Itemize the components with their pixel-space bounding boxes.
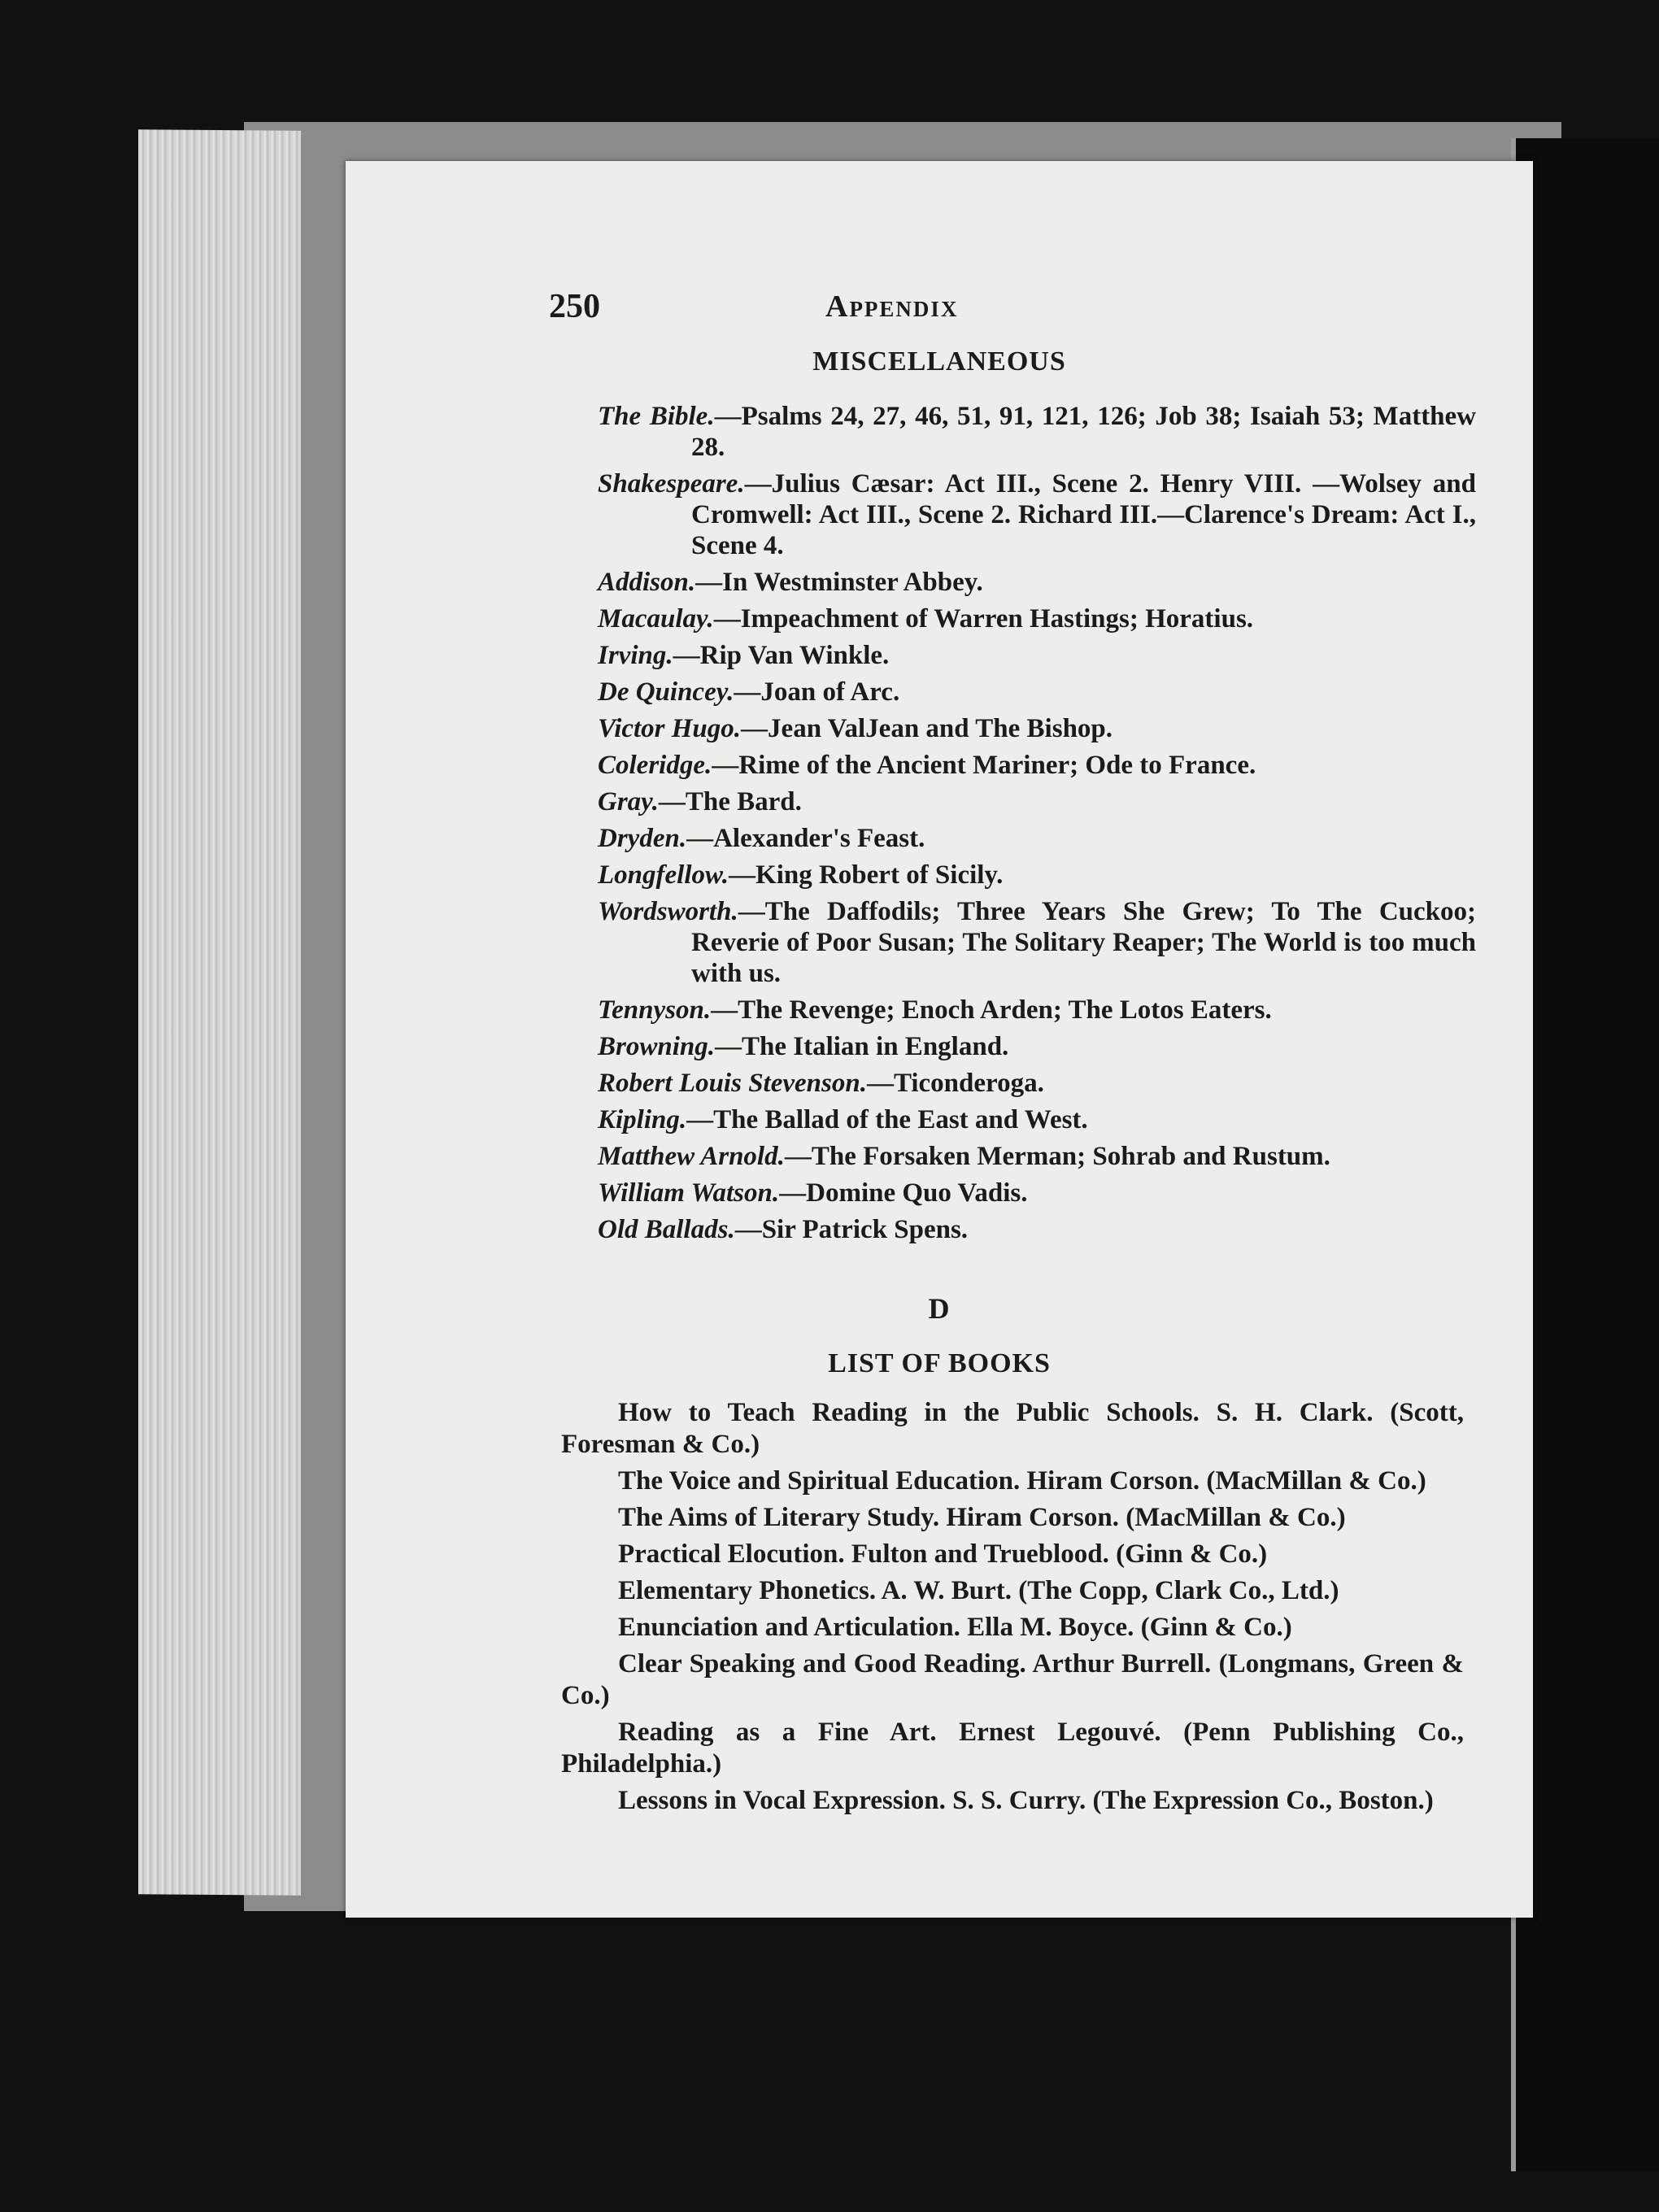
entry-text: —Jean ValJean and The Bishop. bbox=[741, 714, 1113, 743]
entry-text: —The Revenge; Enoch Arden; The Lotos Eaters. bbox=[711, 995, 1272, 1025]
entry-author: Tennyson. bbox=[598, 995, 712, 1025]
entry-text: —The Bard. bbox=[658, 787, 802, 816]
entry-author: Coleridge. bbox=[598, 751, 712, 780]
list-item bbox=[598, 640, 1476, 671]
entry-author: Gray. bbox=[598, 787, 659, 816]
list-item bbox=[598, 860, 1476, 890]
entry-text: —In Westminster Abbey. bbox=[695, 568, 983, 597]
entry-author: Robert Louis Stevenson. bbox=[598, 1069, 867, 1098]
running-head: Appendix bbox=[825, 290, 959, 324]
miscellaneous-list bbox=[598, 401, 1476, 1251]
entry-author: Matthew Arnold. bbox=[598, 1142, 785, 1171]
list-item: Elementary Phonetics. A. W. Burt. (The Copp, Clark Co., Ltd.) bbox=[618, 1576, 1339, 1605]
entry-author: De Quincey. bbox=[598, 677, 734, 707]
entry-author: Wordsworth. bbox=[598, 897, 738, 926]
entry-text: —The Forsaken Merman; Sohrab and Rustum. bbox=[784, 1142, 1330, 1171]
entry-author: Dryden. bbox=[598, 824, 687, 853]
entry-author: Kipling. bbox=[598, 1105, 687, 1134]
entry-text: —Julius Cæsar: Act III., Scene 2. Henry VIII. —Wolsey and Cromwell: Act III., Scene 2. Richard III.—Clarence's Dream: Act I., Scene 4. bbox=[691, 469, 1476, 560]
list-item bbox=[598, 995, 1476, 1025]
book-page bbox=[346, 161, 1533, 1918]
list-item bbox=[598, 1068, 1476, 1099]
entry-author: Browning. bbox=[598, 1032, 715, 1061]
books-list bbox=[561, 1397, 1464, 1822]
list-item bbox=[598, 823, 1476, 854]
list-item bbox=[598, 713, 1476, 744]
entry-text: —Ticonderoga. bbox=[866, 1069, 1044, 1098]
entry-author: Longfellow. bbox=[598, 860, 729, 890]
list-item bbox=[598, 1214, 1476, 1245]
list-item bbox=[598, 786, 1476, 817]
entry-text: —Psalms 24, 27, 46, 51, 91, 121, 126; Job 38; Isaiah 53; Matthew 28. bbox=[691, 402, 1477, 462]
list-item bbox=[598, 468, 1476, 561]
list-item bbox=[598, 1031, 1476, 1062]
entry-author: Shakespeare. bbox=[598, 469, 745, 499]
entry-author: Old Ballads. bbox=[598, 1215, 735, 1244]
list-item bbox=[598, 1178, 1476, 1208]
list-item: Lessons in Vocal Expression. S. S. Curry. (The Expression Co., Boston.) bbox=[618, 1786, 1434, 1815]
list-item: Enunciation and Articulation. Ella M. Boyce. (Ginn & Co.) bbox=[618, 1613, 1292, 1642]
entry-text: —Rip Van Winkle. bbox=[673, 641, 890, 670]
list-item bbox=[598, 603, 1476, 634]
list-item bbox=[598, 750, 1476, 781]
entry-author: William Watson. bbox=[598, 1178, 780, 1208]
entry-text: —King Robert of Sicily. bbox=[729, 860, 1004, 890]
list-item bbox=[598, 1141, 1476, 1172]
entry-text: —The Ballad of the East and West. bbox=[686, 1105, 1088, 1134]
list-item: Practical Elocution. Fulton and Trueblood. (Ginn & Co.) bbox=[618, 1539, 1268, 1569]
list-item bbox=[598, 677, 1476, 708]
miscellaneous-title: MISCELLANEOUS bbox=[812, 346, 1066, 377]
entry-text: —Rime of the Ancient Mariner; Ode to France. bbox=[712, 751, 1256, 780]
section-letter: D bbox=[928, 1292, 951, 1325]
list-item: Reading as a Fine Art. Ernest Legouvé. (Penn Publishing Co., Philadelphia.) bbox=[561, 1718, 1464, 1779]
facing-page-edge bbox=[1511, 138, 1659, 2171]
entry-author: Macaulay. bbox=[598, 604, 714, 634]
page-number: 250 bbox=[549, 288, 600, 325]
entry-author: Irving. bbox=[598, 641, 673, 670]
list-item: How to Teach Reading in the Public Schools. S. H. Clark. (Scott, Foresman & Co.) bbox=[561, 1398, 1464, 1459]
page-edges bbox=[138, 129, 301, 1895]
list-item: The Voice and Spiritual Education. Hiram Corson. (MacMillan & Co.) bbox=[618, 1466, 1426, 1496]
list-item bbox=[598, 401, 1476, 463]
list-item: Clear Speaking and Good Reading. Arthur Burrell. (Longmans, Green & Co.) bbox=[561, 1649, 1464, 1710]
entry-author: The Bible. bbox=[598, 402, 715, 431]
list-of-books-title: LIST OF BOOKS bbox=[828, 1348, 1051, 1378]
list-item bbox=[598, 896, 1476, 989]
entry-author: Victor Hugo. bbox=[598, 714, 742, 743]
entry-author: Addison. bbox=[598, 568, 696, 597]
entry-text: —The Italian in England. bbox=[715, 1032, 1009, 1061]
entry-text: —Impeachment of Warren Hastings; Horatius. bbox=[713, 604, 1254, 634]
list-item bbox=[598, 1104, 1476, 1135]
entry-text: —Sir Patrick Spens. bbox=[734, 1215, 969, 1244]
entry-text: —Alexander's Feast. bbox=[686, 824, 925, 853]
entry-text: —The Daffodils; Three Years She Grew; To The Cuckoo; Reverie of Poor Susan; The Solitary Reaper; The World is too much with us. bbox=[691, 897, 1476, 988]
entry-text: —Domine Quo Vadis. bbox=[779, 1178, 1028, 1208]
entry-text: —Joan of Arc. bbox=[734, 677, 900, 707]
list-item bbox=[598, 567, 1476, 598]
page-header bbox=[549, 287, 1443, 328]
list-item: The Aims of Literary Study. Hiram Corson. (MacMillan & Co.) bbox=[618, 1503, 1346, 1532]
